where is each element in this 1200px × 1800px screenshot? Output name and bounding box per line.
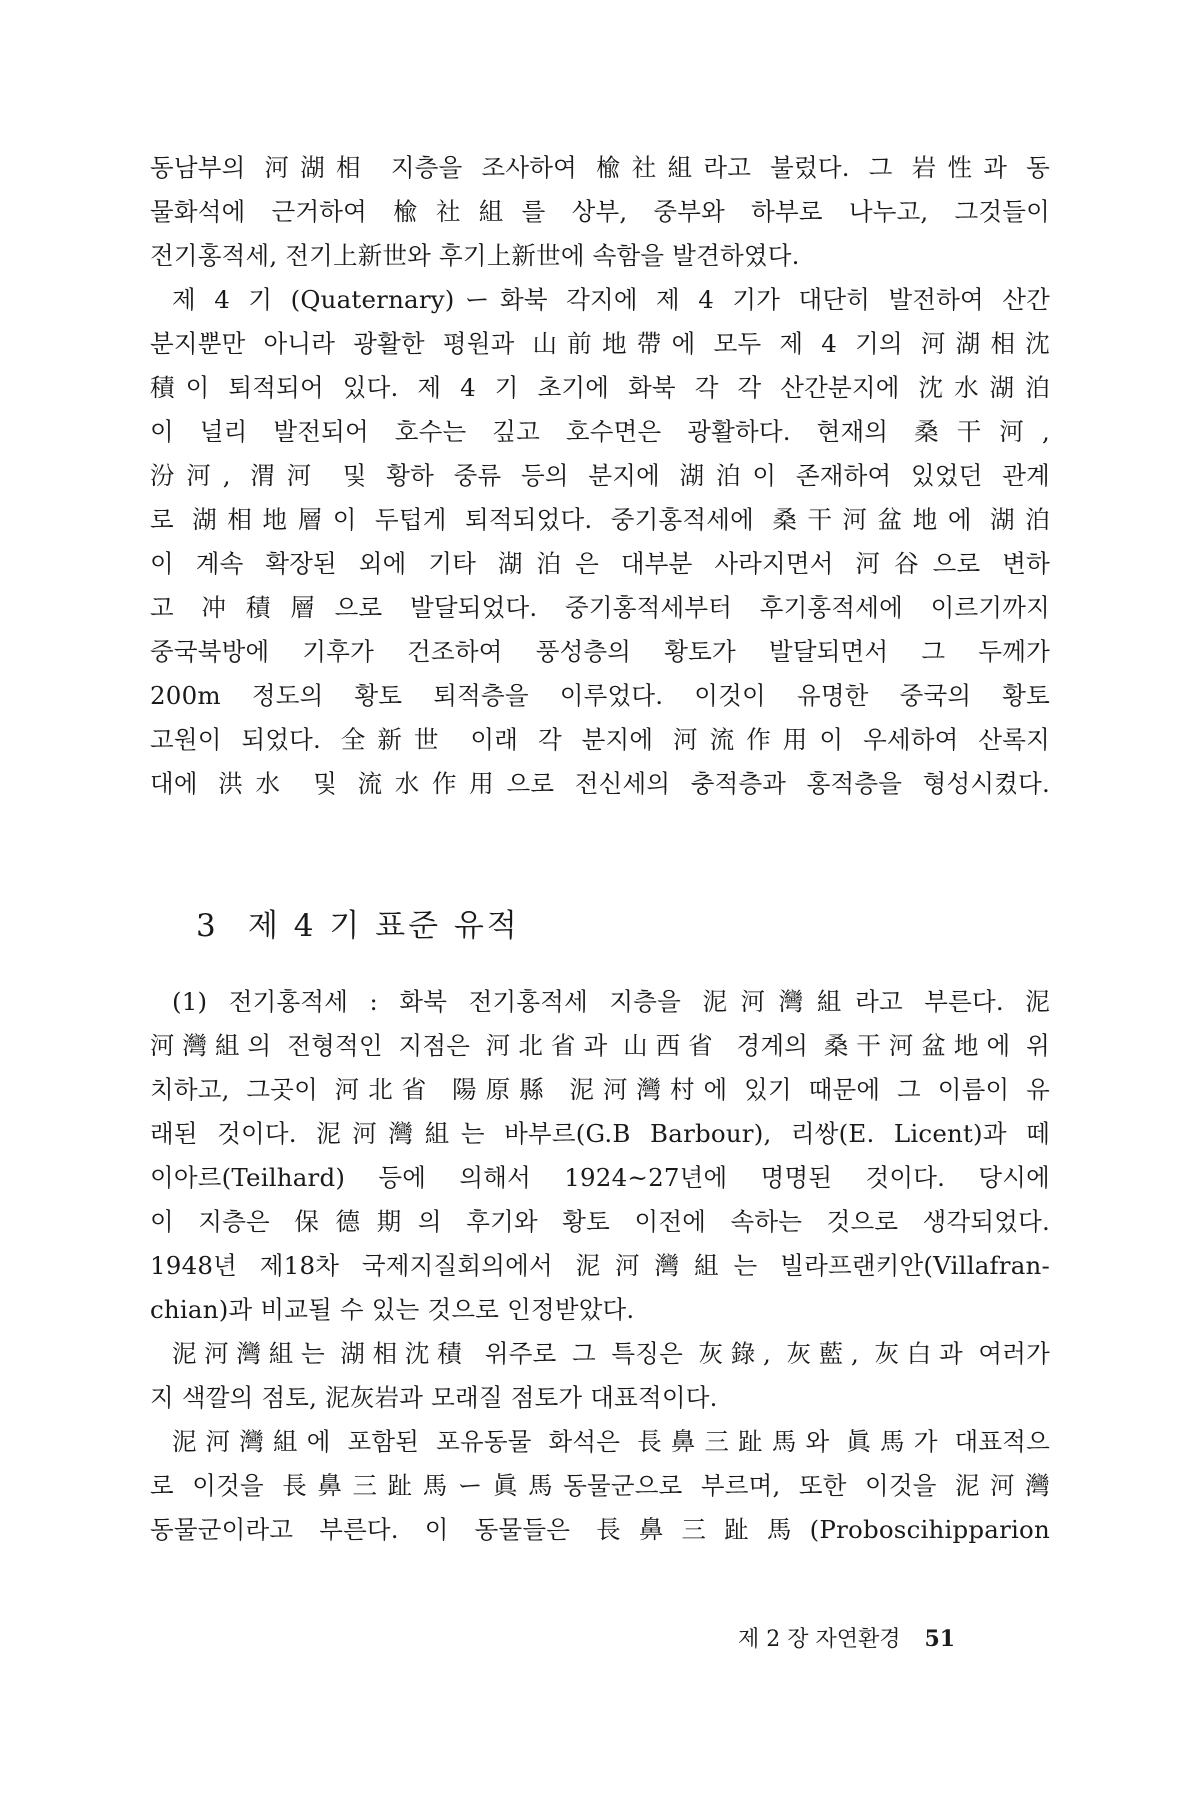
text-line: 이 널리 발전되어 호수는 깊고 호수면은 광활하다. 현재의 桑干河,	[150, 417, 1050, 446]
text-line: 고원이 되었다. 全新世 이래 각 분지에 河流作用이 우세하여 산록지	[150, 725, 1050, 754]
section-title: 제 4 기 표준 유적	[248, 908, 520, 944]
text-line: 泥河灣組에 포함된 포유동물 화석은 長鼻三趾馬와 眞馬가 대표적으	[172, 1427, 1050, 1456]
text-line: 전기홍적세, 전기上新世와 후기上新世에 속함을 발견하였다.	[150, 241, 800, 270]
text-line: 河灣組의 전형적인 지점은 河北省과 山西省 경계의 桑干河盆地에 위	[150, 1031, 1050, 1060]
text-line: 래된 것이다. 泥河灣組는 바부르(G.B Barbour), 리쌍(E. Licent)과 떼	[150, 1119, 1050, 1148]
text-line: 지 색깔의 점토, 泥灰岩과 모래질 점토가 대표적이다.	[150, 1383, 718, 1412]
text-line: 대에 洪水 및 流水作用으로 전신세의 충적층과 홍적층을 형성시켰다.	[150, 769, 1050, 798]
text-line: 積이 퇴적되어 있다. 제 4 기 초기에 화북 각 각 산간분지에 沈水湖泊	[150, 373, 1050, 402]
chapter-label: 제 2 장 자연환경	[738, 1627, 901, 1652]
body-text-block-2	[150, 980, 1050, 1552]
section-heading	[196, 900, 520, 945]
text-line: 고 冲積層으로 발달되었다. 중기홍적세부터 후기홍적세에 이르기까지	[150, 593, 1050, 622]
text-line: 로 湖相地層이 두텁게 퇴적되었다. 중기홍적세에 桑干河盆地에 湖泊	[150, 505, 1050, 534]
text-line: 제 4 기 (Quaternary)ー화북 각지에 제 4 기가 대단히 발전하여 산간	[172, 285, 1050, 314]
text-line: 汾河, 渭河 및 황하 중류 등의 분지에 湖泊이 존재하여 있었던 관계	[150, 461, 1050, 490]
text-line: 이 지층은 保德期의 후기와 황토 이전에 속하는 것으로 생각되었다.	[150, 1207, 1050, 1236]
text-line: 치하고, 그곳이 河北省 陽原縣 泥河灣村에 있기 때문에 그 이름이 유	[150, 1075, 1050, 1104]
page-footer	[738, 1622, 955, 1653]
text-line: chian)과 비교될 수 있는 것으로 인정받았다.	[150, 1295, 635, 1324]
text-line: 동물군이라고 부른다. 이 동물들은 長鼻三趾馬(Proboscihipparion	[150, 1515, 1050, 1544]
text-line: 동남부의 河湖相 지층을 조사하여 楡社組라고 불렀다. 그 岩性과 동	[150, 153, 1050, 182]
text-line: 이 계속 확장된 외에 기타 湖泊은 대부분 사라지면서 河谷으로 변하	[150, 549, 1050, 578]
text-line: (1) 전기홍적세 : 화북 전기홍적세 지층을 泥河灣組라고 부른다. 泥	[172, 987, 1050, 1016]
section-number: 3	[196, 908, 219, 944]
text-line: 중국북방에 기후가 건조하여 풍성층의 황토가 발달되면서 그 두께가	[150, 637, 1050, 666]
body-text-block-1	[150, 146, 1050, 806]
text-line: 분지뿐만 아니라 광활한 평원과 山前地帶에 모두 제 4 기의 河湖相沈	[150, 329, 1050, 358]
text-line: 1948년 제18차 국제지질회의에서 泥河灣組는 빌라프랜키안(Villafran-	[150, 1251, 1050, 1280]
text-line: 물화석에 근거하여 楡社組를 상부, 중부와 하부로 나누고, 그것들이	[150, 197, 1050, 226]
text-line: 泥河灣組는 湖相沈積 위주로 그 특징은 灰錄, 灰藍, 灰白과 여러가	[172, 1339, 1050, 1368]
text-line: 로 이것을 長鼻三趾馬ー眞馬동물군으로 부르며, 또한 이것을 泥河灣	[150, 1471, 1050, 1500]
page-number: 51	[924, 1626, 956, 1652]
text-line: 200m 정도의 황토 퇴적층을 이루었다. 이것이 유명한 중국의 황토	[150, 681, 1050, 710]
text-line: 이아르(Teilhard) 등에 의해서 1924~27년에 명명된 것이다. 당시에	[150, 1163, 1050, 1192]
